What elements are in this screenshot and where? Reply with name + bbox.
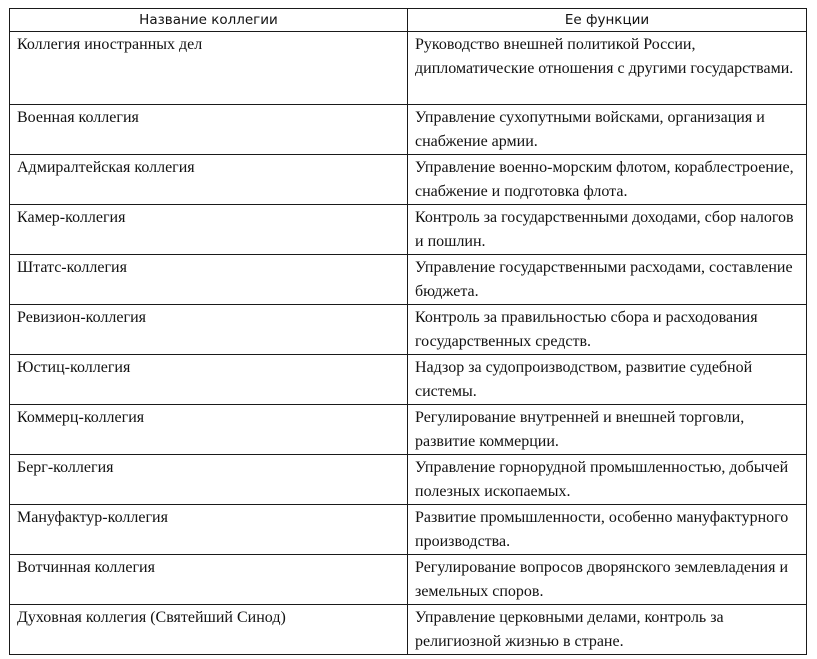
collegium-function: Контроль за государственными доходами, сбор налогов и пошлин.: [408, 205, 807, 255]
collegium-function: Надзор за судопроизводством, развитие судебной системы.: [408, 355, 807, 405]
table-row: [10, 505, 807, 555]
collegia-table: [9, 8, 807, 655]
collegium-function: Управление государственными расходами, составление бюджета.: [408, 255, 807, 305]
collegium-name: Адмиралтейская коллегия: [10, 155, 408, 205]
table-row: [10, 405, 807, 455]
collegium-function: Управление военно-морским флотом, кораблестроение, снабжение и подготовка флота.: [408, 155, 807, 205]
collegium-name: Штатс-коллегия: [10, 255, 408, 305]
collegium-name: Юстиц-коллегия: [10, 355, 408, 405]
collegium-name: Берг-коллегия: [10, 455, 408, 505]
column-header-function: Ее функции: [408, 9, 807, 32]
collegium-name: Коллегия иностранных дел: [10, 32, 408, 105]
collegium-function: Развитие промышленности, особенно мануфактурного производства.: [408, 505, 807, 555]
collegium-name: Вотчинная коллегия: [10, 555, 408, 605]
table-row: [10, 555, 807, 605]
table-row: [10, 155, 807, 205]
column-header-name: Название коллегии: [10, 9, 408, 32]
table-row: [10, 305, 807, 355]
collegium-function: Контроль за правильностью сбора и расходования государственных средств.: [408, 305, 807, 355]
collegium-name: Мануфактур-коллегия: [10, 505, 408, 555]
collegium-name: Коммерц-коллегия: [10, 405, 408, 455]
collegium-function: Управление сухопутными войсками, организация и снабжение армии.: [408, 105, 807, 155]
table-row: [10, 105, 807, 155]
collegium-name: Камер-коллегия: [10, 205, 408, 255]
collegium-name: Ревизион-коллегия: [10, 305, 408, 355]
collegium-function: Регулирование внутренней и внешней торговли, развитие коммерции.: [408, 405, 807, 455]
table-row: [10, 205, 807, 255]
table-row: [10, 355, 807, 405]
table-header-row: [10, 9, 807, 32]
collegium-function: Управление горнорудной промышленностью, добычей полезных ископаемых.: [408, 455, 807, 505]
collegium-name: Военная коллегия: [10, 105, 408, 155]
table-row: [10, 255, 807, 305]
table-row: [10, 605, 807, 655]
table-row: [10, 32, 807, 105]
table-row: [10, 455, 807, 505]
collegium-name: Духовная коллегия (Святейший Синод): [10, 605, 408, 655]
collegium-function: Управление церковными делами, контроль за религиозной жизнью в стране.: [408, 605, 807, 655]
collegium-function: Регулирование вопросов дворянского землевладения и земельных споров.: [408, 555, 807, 605]
collegium-function: Руководство внешней политикой России, дипломатические отношения с другими государствами.: [408, 32, 807, 105]
